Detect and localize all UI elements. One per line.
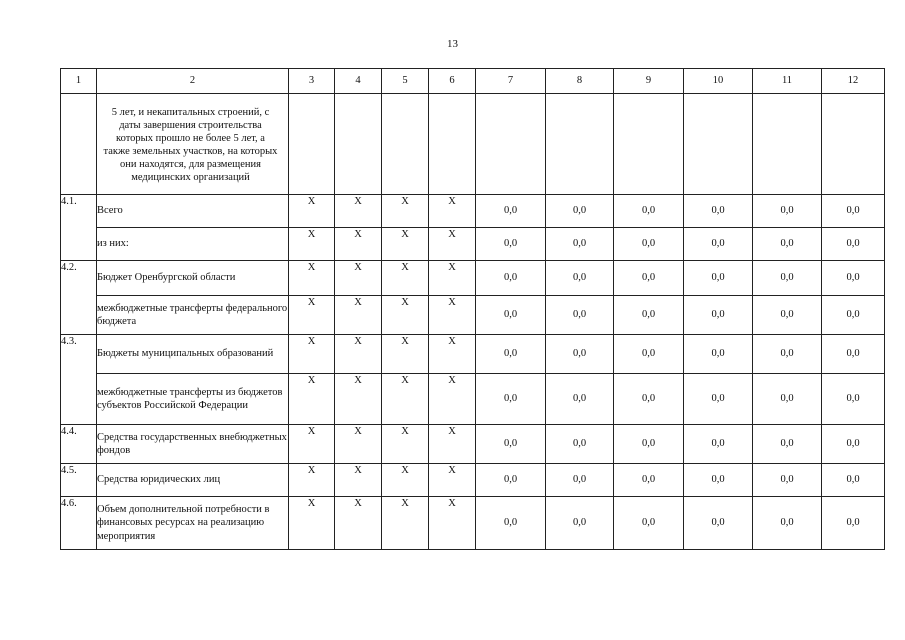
- row-description: 5 лет, и некапитальных строений, с даты завершения строительства которых прошло не более 5 лет, а также земельных участков, на которых они находятся, для размещения медицинских организаций: [97, 94, 289, 195]
- value-cell: 0,0: [476, 425, 546, 464]
- x-mark: X: [289, 195, 335, 228]
- empty-cell: [476, 94, 546, 195]
- value-cell: 0,0: [684, 228, 753, 261]
- table-row: [61, 195, 885, 228]
- x-mark: X: [335, 335, 382, 374]
- x-mark: X: [382, 228, 429, 261]
- value-cell: 0,0: [684, 464, 753, 497]
- value-cell: 0,0: [753, 195, 822, 228]
- table-row: [61, 335, 885, 374]
- value-cell: 0,0: [614, 228, 684, 261]
- value-cell: 0,0: [753, 464, 822, 497]
- column-header: 10: [684, 69, 753, 94]
- column-header: 8: [546, 69, 614, 94]
- row-description: межбюджетные трансферты федерального бюджета: [97, 296, 289, 335]
- x-mark: X: [289, 228, 335, 261]
- value-cell: 0,0: [822, 228, 885, 261]
- x-mark: X: [382, 335, 429, 374]
- value-cell: 0,0: [476, 464, 546, 497]
- value-cell: 0,0: [822, 261, 885, 296]
- value-cell: 0,0: [684, 335, 753, 374]
- empty-cell: [289, 94, 335, 195]
- x-mark: X: [382, 464, 429, 497]
- empty-cell: [614, 94, 684, 195]
- row-description: Бюджет Оренбургской области: [97, 261, 289, 296]
- value-cell: 0,0: [753, 425, 822, 464]
- value-cell: 0,0: [684, 374, 753, 425]
- row-number: 4.5.: [61, 464, 97, 497]
- x-mark: X: [429, 464, 476, 497]
- value-cell: 0,0: [614, 497, 684, 550]
- x-mark: X: [429, 195, 476, 228]
- x-mark: X: [429, 296, 476, 335]
- value-cell: 0,0: [546, 497, 614, 550]
- x-mark: X: [382, 296, 429, 335]
- x-mark: X: [382, 195, 429, 228]
- value-cell: 0,0: [753, 261, 822, 296]
- value-cell: 0,0: [684, 425, 753, 464]
- x-mark: X: [335, 195, 382, 228]
- row-description: Бюджеты муниципальных образований: [97, 335, 289, 374]
- empty-cell: [546, 94, 614, 195]
- column-header: 12: [822, 69, 885, 94]
- row-number: 4.6.: [61, 497, 97, 550]
- x-mark: X: [429, 261, 476, 296]
- value-cell: 0,0: [476, 335, 546, 374]
- x-mark: X: [289, 335, 335, 374]
- value-cell: 0,0: [546, 195, 614, 228]
- value-cell: 0,0: [476, 374, 546, 425]
- column-header: 11: [753, 69, 822, 94]
- column-header: 9: [614, 69, 684, 94]
- x-mark: X: [289, 261, 335, 296]
- x-mark: X: [382, 497, 429, 550]
- value-cell: 0,0: [684, 497, 753, 550]
- value-cell: 0,0: [546, 296, 614, 335]
- table-row: [61, 261, 885, 296]
- budget-table: [60, 68, 885, 550]
- row-description: Всего: [97, 195, 289, 228]
- row-description: Средства государственных внебюджетных фондов: [97, 425, 289, 464]
- value-cell: 0,0: [546, 228, 614, 261]
- row-number: 4.4.: [61, 425, 97, 464]
- value-cell: 0,0: [822, 296, 885, 335]
- page-number: 13: [447, 38, 458, 50]
- row-description: межбюджетные трансферты из бюджетов субъектов Российской Федерации: [97, 374, 289, 425]
- empty-cell: [684, 94, 753, 195]
- x-mark: X: [382, 374, 429, 425]
- column-header: 4: [335, 69, 382, 94]
- value-cell: 0,0: [546, 374, 614, 425]
- row-description: Объем дополнительной потребности в финансовых ресурсах на реализацию мероприятия: [97, 497, 289, 550]
- x-mark: X: [429, 228, 476, 261]
- x-mark: X: [335, 497, 382, 550]
- empty-cell: [382, 94, 429, 195]
- value-cell: 0,0: [753, 228, 822, 261]
- x-mark: X: [429, 374, 476, 425]
- value-cell: 0,0: [546, 464, 614, 497]
- x-mark: X: [335, 296, 382, 335]
- table-row: [61, 497, 885, 550]
- column-header: 1: [61, 69, 97, 94]
- value-cell: 0,0: [476, 228, 546, 261]
- value-cell: 0,0: [684, 296, 753, 335]
- x-mark: X: [335, 374, 382, 425]
- value-cell: 0,0: [476, 296, 546, 335]
- value-cell: 0,0: [614, 261, 684, 296]
- value-cell: 0,0: [822, 195, 885, 228]
- x-mark: X: [335, 464, 382, 497]
- value-cell: 0,0: [753, 296, 822, 335]
- value-cell: 0,0: [476, 195, 546, 228]
- value-cell: 0,0: [614, 425, 684, 464]
- empty-cell: [429, 94, 476, 195]
- column-header: 2: [97, 69, 289, 94]
- table-row: [61, 425, 885, 464]
- empty-cell: [753, 94, 822, 195]
- value-cell: 0,0: [822, 425, 885, 464]
- value-cell: 0,0: [822, 335, 885, 374]
- x-mark: X: [335, 425, 382, 464]
- column-header: 7: [476, 69, 546, 94]
- row-number: [61, 94, 97, 195]
- column-header: 5: [382, 69, 429, 94]
- value-cell: 0,0: [822, 374, 885, 425]
- value-cell: 0,0: [614, 335, 684, 374]
- value-cell: 0,0: [476, 261, 546, 296]
- table-row: [61, 296, 885, 335]
- x-mark: X: [429, 425, 476, 464]
- x-mark: X: [289, 497, 335, 550]
- value-cell: 0,0: [546, 261, 614, 296]
- value-cell: 0,0: [684, 261, 753, 296]
- x-mark: X: [289, 464, 335, 497]
- table-row: [61, 464, 885, 497]
- value-cell: 0,0: [614, 296, 684, 335]
- x-mark: X: [429, 497, 476, 550]
- x-mark: X: [429, 335, 476, 374]
- empty-cell: [822, 94, 885, 195]
- x-mark: X: [335, 228, 382, 261]
- x-mark: X: [382, 425, 429, 464]
- row-number: 4.1.: [61, 195, 97, 261]
- value-cell: 0,0: [753, 374, 822, 425]
- value-cell: 0,0: [614, 374, 684, 425]
- row-description: из них:: [97, 228, 289, 261]
- value-cell: 0,0: [476, 497, 546, 550]
- value-cell: 0,0: [546, 335, 614, 374]
- value-cell: 0,0: [822, 497, 885, 550]
- column-header: 6: [429, 69, 476, 94]
- row-description: Средства юридических лиц: [97, 464, 289, 497]
- column-header: 3: [289, 69, 335, 94]
- row-number: 4.2.: [61, 261, 97, 335]
- value-cell: 0,0: [614, 195, 684, 228]
- value-cell: 0,0: [753, 497, 822, 550]
- table-row: [61, 228, 885, 261]
- value-cell: 0,0: [546, 425, 614, 464]
- value-cell: 0,0: [822, 464, 885, 497]
- row-number: 4.3.: [61, 335, 97, 425]
- x-mark: X: [289, 296, 335, 335]
- header-row: [61, 69, 885, 94]
- empty-cell: [335, 94, 382, 195]
- value-cell: 0,0: [614, 464, 684, 497]
- value-cell: 0,0: [753, 335, 822, 374]
- x-mark: X: [335, 261, 382, 296]
- x-mark: X: [289, 425, 335, 464]
- x-mark: X: [382, 261, 429, 296]
- value-cell: 0,0: [684, 195, 753, 228]
- table-row: [61, 374, 885, 425]
- table-row: [61, 94, 885, 195]
- x-mark: X: [289, 374, 335, 425]
